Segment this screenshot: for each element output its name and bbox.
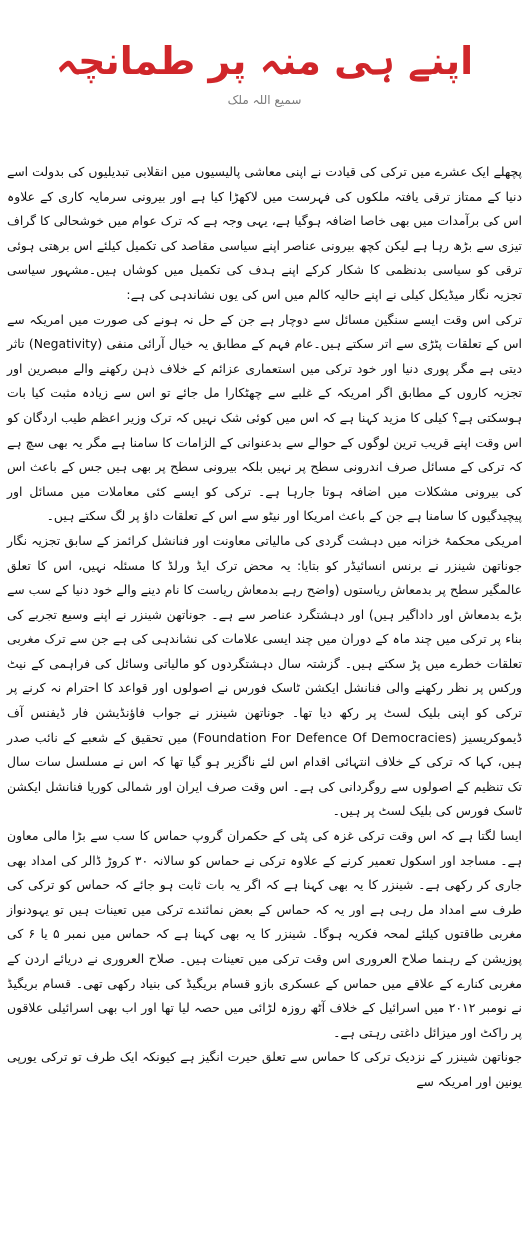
article-headline: اپنے ہی منہ پر طمانچہ <box>55 39 474 83</box>
article-body <box>7 160 522 1095</box>
paragraph-4: ایسا لگتا ہے کہ اس وقت ترکی غزہ کی پٹی کے حکمران گروپ حماس کا سب سے بڑا مالی معاون ہے۔ مساجد اور اسکول تعمیر کرنے کے علاوہ ترکی نے حماس کو سالانہ ۳۰ کروڑ ڈالر کی امداد بھی جاری کر رکھی ہے۔ شینزر کا یہ بھی کہنا ہے کہ اگر یہ بات ثابت ہو جائے کہ حماس کو ترکی کی طرف سے امداد مل رہی ہے اور یہ کہ حماس کے بعض نمائندے ترکی میں تعینات ہیں تو یہودنواز مغربی طاقتوں کیلئے لمحہ فکریہ ہوگا۔ شینزر کا یہ بھی کہنا ہے کہ حماس میں نمبر ۵ یا ۶ کی پوزیشن کے رہنما صلاح العروری اس وقت ترکی میں تعینات ہیں۔ صلاح العروری نے دریائے اردن کے مغربی کنارے کے علاقے میں حماس کے عسکری بازو قسام بریگیڈ کی بنیاد رکھی تھی۔ قسام بریگیڈ نے نومبر ۲۰۱۲ میں اسرائیل کے خلاف آٹھ روزہ لڑائی میں حصہ لیا تھا اور اب بھی اسرائیلی علاقوں پر راکٹ اور میزائل داغتی رہتی ہے۔ <box>7 828 522 1040</box>
paragraph-1: پچھلے ایک عشرے میں ترکی کی قیادت نے اپنی معاشی پالیسیوں میں انقلابی تبدیلیوں کی بدولت اسے دنیا کے ممتاز ترقی یافتہ ملکوں کی فہرست میں لاکھڑا کیا ہے اور بیرونی سرمایہ کاری کے علاوہ اس کی برآمدات میں بھی خاصا اضافہ ہوگیا ہے، یہی وجہ ہے کہ ترک عوام میں خوشحالی کا گراف تیزی سے بڑھ رہا ہے لیکن کچھ بیرونی عناصر اپنے سیاسی مقاصد کی تکمیل کیلئے اس برھتی ہوئی ترقی کو سیاسی بدنظمی کا شکار کرکے اپنے ہدف کی تکمیل میں کوشاں ہیں۔مشہور سیاسی تجزیہ نگار میڈیکل کیلی نے اپنے حالیہ کالم میں اس کی یوں نشاندہی کی ہے: <box>7 164 522 302</box>
paragraph-2: ترکی اس وقت ایسے سنگین مسائل سے دوچار ہے جن کے حل نہ ہونے کی صورت میں امریکہ سے اس کے تعلقات پٹڑی سے اتر سکتے ہیں۔عام فہم کے مطابق یہ خیال آرائی منفی (Negativity) تاثر دیتی ہے مگر پوری دنیا اور خود ترکی میں استعماری عزائم کے خلاف ذہن رکھنے والے مبصرین اور تجزیہ کاروں کے مطابق اگر امریکہ کے غلبے سے چھٹکارا مل جائے تو اس سے زیادہ مثبت کیا بات ہوسکتی ہے؟ کیلی کا مزید کہنا ہے کہ اس میں کوئی شک نہیں کہ ترک وزیر اعظم طیب اردگان کو اس وقت اپنے قریب ترین لوگوں کے حوالے سے بدعنوانی کے الزامات کا سامنا ہے مگر یہ بھی سچ ہے کہ ترکی کے مسائل صرف اندرونی سطح پر نہیں بلکہ بیرونی سطح پر بھی ہیں جس کے باعث اس کی بیرونی مشکلات میں اضافہ ہوتا جارہا ہے۔ ترکی کو ایسے کئی معاملات میں مسائل اور پیچیدگیوں کا سامنا ہے جن کے باعث امریکا اور نیٹو سے اس کے تعلقات داؤ پر لگ سکتے ہیں۔ <box>7 311 522 524</box>
paragraph-3: امریکی محکمۂ خزانہ میں دہشت گردی کی مالیاتی معاونت اور فنانشل کرائمز کے سابق تجزیہ نگار جوناتھن شینزر نے برنس انسائیڈر کو بتایا: یہ محض ترک ایڈ ورلڈ کا مسئلہ نہیں، اس کا تعلق عالمگیر سطح پر بدمعاش ریاستوں (واضح رہے بدمعاش ریاست کا نام دینے والے خود دنیا کے سب سے بڑے بدمعاش اور داداگیر ہیں) اور دہشتگرد عناصر سے ہے۔ جوناتھن شینزر نے اپنے وسیع تجربے کی بناء پر ترکی میں چند ماہ کے دوران میں چند ایسی علامات کی نشاندہی کی ہے جن سے ترک مغربی تعلقات خطرے میں پڑ سکتے ہیں۔ گزشتہ سال دہشتگردوں کو مالیاتی وسائل کی فراہمی کے نیٹ ورکس پر نظر رکھنے والی فنانشل ایکشن ٹاسک فورس نے اصولوں اور قواعد کا احترام نہ کرنے پر ترکی کو اپنی بلیک لسٹ پر رکھ دیا تھا۔ جوناتھن شینزر نے جواب فاؤنڈیشن فار ڈیفنس آف ڈیموکریسیز (Foundation For Defence Of Democracies) میں تحقیق کے شعبے کے نائب صدر ہیں، کہا کہ ترکی کے خلاف انتہائی اقدام اس لئے ناگزیر ہو گیا تھا کہ اس نے مسلسل سات سال تک تنظیم کے اصولوں سے روگردانی کی ہے۔ اس وقت صرف ایران اور شمالی کوریا فنانشل ایکشن ٹاسک فورس کی بلیک لسٹ پر ہیں۔ <box>7 532 522 819</box>
author-byline: سمیع اللہ ملک <box>227 93 302 107</box>
paragraph-5: جوناتھن شینزر کے نزدیک ترکی کا حماس سے تعلق حیرت انگیز ہے کیونکہ ایک طرف تو ترکی یورپی یونین اور امریکہ سے <box>7 1049 522 1089</box>
